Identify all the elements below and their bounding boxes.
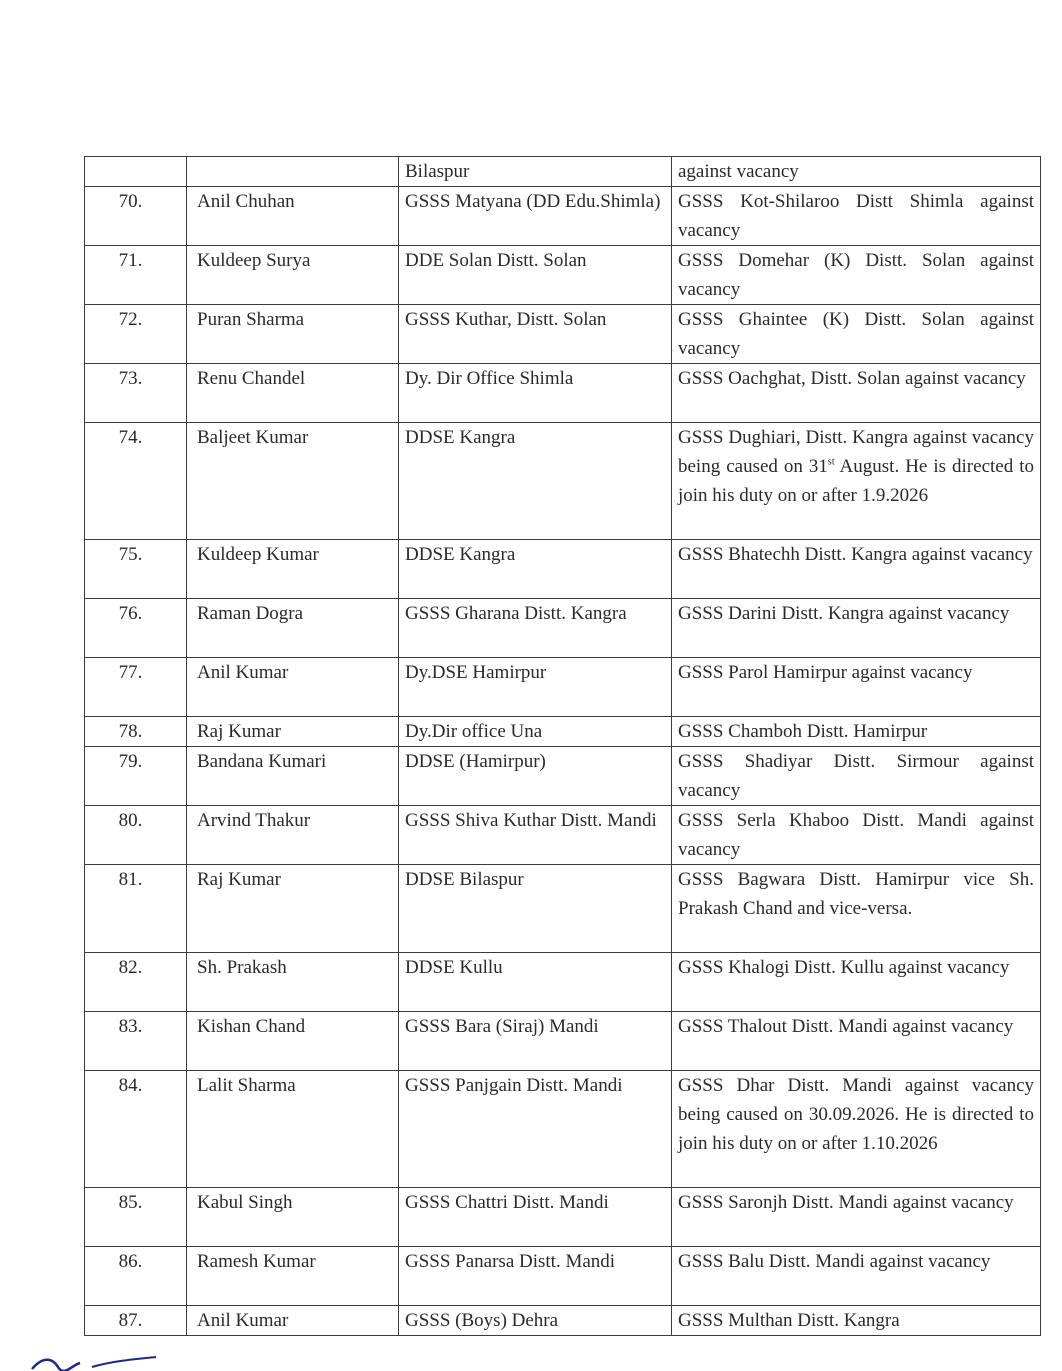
table-row [85, 658, 1041, 717]
name-cell: Bandana Kumari [187, 747, 399, 806]
table-row [85, 865, 1041, 953]
present-posting-cell: GSSS Panjgain Distt. Mandi [399, 1071, 672, 1188]
table-row [85, 1247, 1041, 1306]
present-posting-cell: GSSS Bara (Siraj) Mandi [399, 1012, 672, 1071]
new-posting-text: GSSS Dughiari, Distt. Kangra against vacancy being caused on 31 [678, 427, 1034, 477]
name-cell: Sh. Prakash [187, 953, 399, 1012]
serial-number-cell: 72. [85, 305, 187, 364]
present-posting-cell: DDSE Kangra [399, 540, 672, 599]
serial-number-cell [85, 157, 187, 187]
present-posting-cell: Dy. Dir Office Shimla [399, 364, 672, 423]
name-cell: Anil Kumar [187, 658, 399, 717]
signature-scribble [28, 1355, 158, 1371]
present-posting-cell: Dy.Dir office Una [399, 717, 672, 747]
new-posting-text-cont: August. He is directed to join his duty on or after 1.9.2026 [678, 456, 1034, 506]
serial-number-cell: 85. [85, 1188, 187, 1247]
serial-number-cell: 80. [85, 806, 187, 865]
new-posting-cell: GSSS Saronjh Distt. Mandi against vacancy [672, 1188, 1041, 1247]
new-posting-cell: GSSS Multhan Distt. Kangra [672, 1306, 1041, 1336]
new-posting-cell: GSSS Bagwara Distt. Hamirpur vice Sh. Prakash Chand and vice-versa. [672, 865, 1041, 953]
name-cell: Puran Sharma [187, 305, 399, 364]
new-posting-cell: GSSS Thalout Distt. Mandi against vacancy [672, 1012, 1041, 1071]
serial-number-cell: 71. [85, 246, 187, 305]
table-row [85, 1188, 1041, 1247]
serial-number-cell: 76. [85, 599, 187, 658]
serial-number-cell: 77. [85, 658, 187, 717]
serial-number-cell: 79. [85, 747, 187, 806]
ordinal-suffix: st [827, 456, 835, 468]
name-cell: Ramesh Kumar [187, 1247, 399, 1306]
serial-number-cell: 70. [85, 187, 187, 246]
name-cell: Kuldeep Kumar [187, 540, 399, 599]
name-cell: Kabul Singh [187, 1188, 399, 1247]
name-cell: Anil Chuhan [187, 187, 399, 246]
name-cell: Kishan Chand [187, 1012, 399, 1071]
new-posting-cell: GSSS Balu Distt. Mandi against vacancy [672, 1247, 1041, 1306]
new-posting-cell: GSSS Darini Distt. Kangra against vacancy [672, 599, 1041, 658]
name-cell: Raj Kumar [187, 717, 399, 747]
name-cell: Renu Chandel [187, 364, 399, 423]
table-row [85, 423, 1041, 540]
table-row [85, 305, 1041, 364]
present-posting-cell: Bilaspur [399, 157, 672, 187]
present-posting-cell: DDSE Bilaspur [399, 865, 672, 953]
table-row [85, 187, 1041, 246]
new-posting-cell [672, 423, 1041, 540]
serial-number-cell: 81. [85, 865, 187, 953]
present-posting-cell: DDSE (Hamirpur) [399, 747, 672, 806]
table-row [85, 1012, 1041, 1071]
present-posting-cell: DDE Solan Distt. Solan [399, 246, 672, 305]
table-row [85, 1306, 1041, 1336]
serial-number-cell: 78. [85, 717, 187, 747]
new-posting-cell: GSSS Chamboh Distt. Hamirpur [672, 717, 1041, 747]
serial-number-cell: 83. [85, 1012, 187, 1071]
transfer-table [84, 156, 1041, 1336]
new-posting-cell: GSSS Shadiyar Distt. Sirmour against vacancy [672, 747, 1041, 806]
present-posting-cell: DDSE Kullu [399, 953, 672, 1012]
present-posting-cell: GSSS Matyana (DD Edu.Shimla) [399, 187, 672, 246]
present-posting-cell: GSSS (Boys) Dehra [399, 1306, 672, 1336]
table-row [85, 953, 1041, 1012]
name-cell: Baljeet Kumar [187, 423, 399, 540]
table-row [85, 246, 1041, 305]
new-posting-cell: GSSS Bhatechh Distt. Kangra against vacancy [672, 540, 1041, 599]
present-posting-cell: GSSS Gharana Distt. Kangra [399, 599, 672, 658]
name-cell: Anil Kumar [187, 1306, 399, 1336]
table-row [85, 747, 1041, 806]
serial-number-cell: 86. [85, 1247, 187, 1306]
table-row [85, 1071, 1041, 1188]
table-row [85, 717, 1041, 747]
new-posting-cell: GSSS Domehar (K) Distt. Solan against vacancy [672, 246, 1041, 305]
present-posting-cell: GSSS Kuthar, Distt. Solan [399, 305, 672, 364]
name-cell [187, 157, 399, 187]
present-posting-cell: Dy.DSE Hamirpur [399, 658, 672, 717]
name-cell: Arvind Thakur [187, 806, 399, 865]
serial-number-cell: 75. [85, 540, 187, 599]
new-posting-cell: GSSS Khalogi Distt. Kullu against vacancy [672, 953, 1041, 1012]
new-posting-cell: GSSS Kot-Shilaroo Distt Shimla against vacancy [672, 187, 1041, 246]
table-row [85, 599, 1041, 658]
present-posting-cell: DDSE Kangra [399, 423, 672, 540]
table-row [85, 806, 1041, 865]
present-posting-cell: GSSS Panarsa Distt. Mandi [399, 1247, 672, 1306]
present-posting-cell: GSSS Shiva Kuthar Distt. Mandi [399, 806, 672, 865]
new-posting-cell: GSSS Oachghat, Distt. Solan against vacancy [672, 364, 1041, 423]
serial-number-cell: 84. [85, 1071, 187, 1188]
name-cell: Lalit Sharma [187, 1071, 399, 1188]
new-posting-cell: GSSS Serla Khaboo Distt. Mandi against vacancy [672, 806, 1041, 865]
present-posting-cell: GSSS Chattri Distt. Mandi [399, 1188, 672, 1247]
table-row [85, 540, 1041, 599]
serial-number-cell: 74. [85, 423, 187, 540]
new-posting-cell: GSSS Dhar Distt. Mandi against vacancy being caused on 30.09.2026. He is directed to join his duty on or after 1.10.2026 [672, 1071, 1041, 1188]
new-posting-cell: GSSS Parol Hamirpur against vacancy [672, 658, 1041, 717]
name-cell: Raj Kumar [187, 865, 399, 953]
table-row [85, 157, 1041, 187]
serial-number-cell: 73. [85, 364, 187, 423]
serial-number-cell: 82. [85, 953, 187, 1012]
name-cell: Raman Dogra [187, 599, 399, 658]
name-cell: Kuldeep Surya [187, 246, 399, 305]
new-posting-cell: GSSS Ghaintee (K) Distt. Solan against vacancy [672, 305, 1041, 364]
serial-number-cell: 87. [85, 1306, 187, 1336]
table-row [85, 364, 1041, 423]
new-posting-cell: against vacancy [672, 157, 1041, 187]
